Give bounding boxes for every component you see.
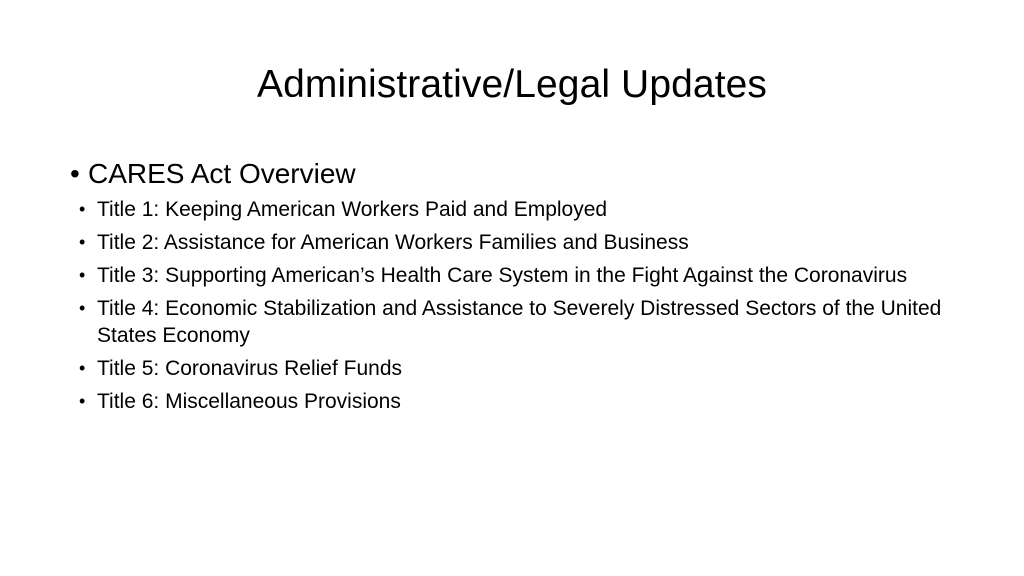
sub-bullet-item [70, 295, 1000, 349]
sub-bullet-text: Title 4: Economic Stabilization and Assistance to Severely Distressed Sectors of the United States Economy [97, 297, 942, 347]
sub-bullet-text: Title 5: Coronavirus Relief Funds [97, 357, 403, 380]
main-bullet [70, 155, 1000, 193]
sub-bullet-text: Title 1: Keeping American Workers Paid and Employed [97, 198, 608, 221]
sub-bullet-item [70, 355, 1000, 382]
sub-bullet-item [70, 196, 1000, 223]
sub-bullet-item [70, 388, 1000, 415]
main-bullet-text: CARES Act Overview [88, 158, 356, 189]
sub-bullet-text: Title 3: Supporting American’s Health Care System in the Fight Against the Coronavirus [97, 264, 908, 287]
bullet-dot-icon: • [79, 199, 86, 219]
bullet-dot-icon: • [79, 298, 86, 318]
sub-bullet-list [70, 196, 1000, 415]
sub-bullet-item [70, 262, 1000, 289]
sub-bullet-text: Title 6: Miscellaneous Provisions [97, 390, 401, 413]
bullet-dot-icon: • [70, 158, 80, 189]
sub-bullet-text: Title 2: Assistance for American Workers Families and Business [97, 231, 689, 254]
slide-content [70, 155, 1000, 421]
slide-title: Administrative/Legal Updates [256, 63, 768, 106]
sub-bullet-item [70, 229, 1000, 256]
bullet-dot-icon: • [79, 358, 86, 378]
bullet-dot-icon: • [79, 391, 86, 411]
bullet-dot-icon: • [79, 232, 86, 252]
bullet-dot-icon: • [79, 265, 86, 285]
